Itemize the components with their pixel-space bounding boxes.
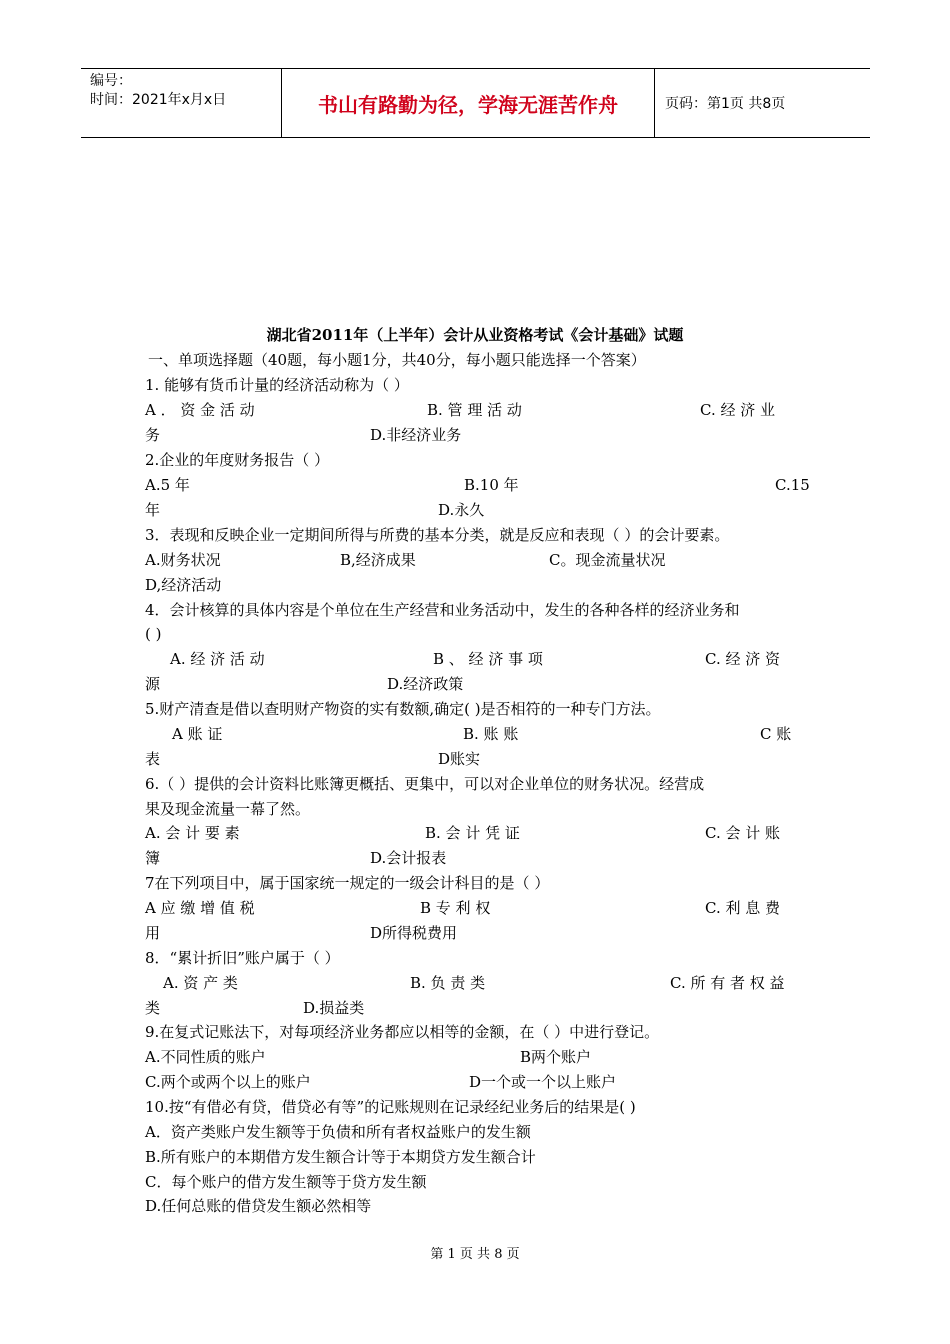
- text-line: C. 所 有 者 权 益: [670, 974, 785, 992]
- text-line: C. 利 息 费: [705, 899, 781, 917]
- text-line: C. 会 计 账: [705, 824, 781, 842]
- text-line: A.财务状况: [145, 551, 221, 569]
- page-footer: 第 1 页 共 8 页: [430, 1247, 520, 1262]
- text-line: B. 账 账: [463, 725, 519, 743]
- text-line: D.永久: [438, 501, 485, 519]
- text-line: 类: [145, 999, 161, 1017]
- text-line: C．每个账户的借方发生额等于贷方发生额: [145, 1173, 427, 1191]
- text-line: A.5 年: [145, 476, 190, 494]
- text-line: 年: [145, 501, 161, 519]
- text-line: 10.按“有借必有贷，借贷必有等”的记账规则在记录经纪业务后的结果是( ): [145, 1098, 636, 1116]
- text-line: A.不同性质的账户: [145, 1048, 266, 1066]
- text-line: B. 会 计 凭 证: [425, 824, 520, 842]
- text-line: 用: [145, 924, 161, 942]
- text-line: B 专 利 权: [420, 899, 491, 917]
- text-line: A ． 资 金 活 动: [145, 401, 255, 419]
- text-line: ( ): [145, 625, 162, 643]
- exam-title: 湖北省2011年（上半年）会计从业资格考试《会计基础》试题: [266, 326, 684, 344]
- header-page-code: 页码：第1页 共8页: [665, 96, 786, 112]
- text-line: B两个账户: [520, 1048, 592, 1066]
- text-line: 6.（ ）提供的会计资料比账簿更概括、更集中，可以对企业单位的财务状况。经营成: [145, 775, 705, 793]
- document-date: 时间：2021年x月x日: [90, 92, 227, 108]
- page-header: [81, 68, 870, 138]
- text-line: 7在下列项目中，属于国家统一规定的一级会计科目的是（ ）: [145, 874, 550, 892]
- text-line: D.非经济业务: [370, 426, 462, 444]
- text-line: A．资产类账户发生额等于负债和所有者权益账户的发生额: [145, 1123, 531, 1141]
- text-line: A 应 缴 增 值 税: [145, 899, 255, 917]
- text-line: 5.财产清查是借以查明财产物资的实有数额,确定( )是否相符的一种专门方法。: [145, 700, 661, 718]
- text-line: 1. 能够有货币计量的经济活动称为（ ）: [145, 376, 409, 394]
- text-line: B 、 经 济 事 项: [433, 650, 543, 668]
- text-line: B. 负 责 类: [410, 974, 486, 992]
- text-line: 8．“累计折旧”账户属于（ ）: [145, 949, 340, 967]
- text-line: D.经济政策: [387, 675, 464, 693]
- text-line: C.两个或两个以上的账户: [145, 1073, 311, 1091]
- text-line: B.10 年: [464, 476, 519, 494]
- text-line: 2.企业的年度财务报告（ ）: [145, 451, 330, 469]
- text-line: A. 经 济 活 动: [170, 650, 265, 668]
- text-line: C.15: [775, 476, 810, 494]
- text-line: A 账 证: [172, 725, 223, 743]
- text-line: 3．表现和反映企业一定期间所得与所费的基本分类，就是反应和表现（ ）的会计要素。: [145, 526, 730, 544]
- text-line: D.损益类: [303, 999, 365, 1017]
- text-line: A. 资 产 类: [163, 974, 238, 992]
- text-line: B.所有账户的本期借方发生额合计等于本期贷方发生额合计: [145, 1148, 536, 1166]
- text-line: 源: [145, 675, 161, 693]
- header-motto: 书山有路勤为径，学海无涯苦作舟: [281, 69, 655, 137]
- text-line: 一、单项选择题（40题，每小题1分，共40分，每小题只能选择一个答案）: [148, 351, 646, 369]
- text-line: B. 管 理 活 动: [427, 401, 522, 419]
- text-line: D,经济活动: [145, 576, 222, 594]
- text-line: 表: [145, 750, 161, 768]
- text-line: C. 经 济 业: [700, 401, 776, 419]
- text-line: C. 经 济 资: [705, 650, 781, 668]
- text-line: C 账: [760, 725, 792, 743]
- text-line: B,经济成果: [340, 551, 416, 569]
- text-line: 果及现金流量一幕了然。: [145, 800, 311, 818]
- text-line: D账实: [438, 750, 481, 768]
- text-line: 4．会计核算的具体内容是个单位在生产经营和业务活动中，发生的各种各样的经济业务和: [145, 601, 740, 619]
- header-meta: [81, 69, 281, 137]
- text-line: D一个或一个以上账户: [469, 1073, 617, 1091]
- text-line: C。现金流量状况: [549, 551, 666, 569]
- text-line: D所得税费用: [370, 924, 458, 942]
- text-line: D.会计报表: [370, 849, 447, 867]
- text-line: 9.在复式记账法下，对每项经济业务都应以相等的金额，在（ ）中进行登记。: [145, 1023, 660, 1041]
- text-line: D.任何总账的借贷发生额必然相等: [145, 1197, 372, 1215]
- text-line: 簿: [145, 849, 161, 867]
- text-line: 务: [145, 426, 161, 444]
- document-number-label: 编号：: [90, 73, 132, 89]
- text-line: A. 会 计 要 素: [145, 824, 240, 842]
